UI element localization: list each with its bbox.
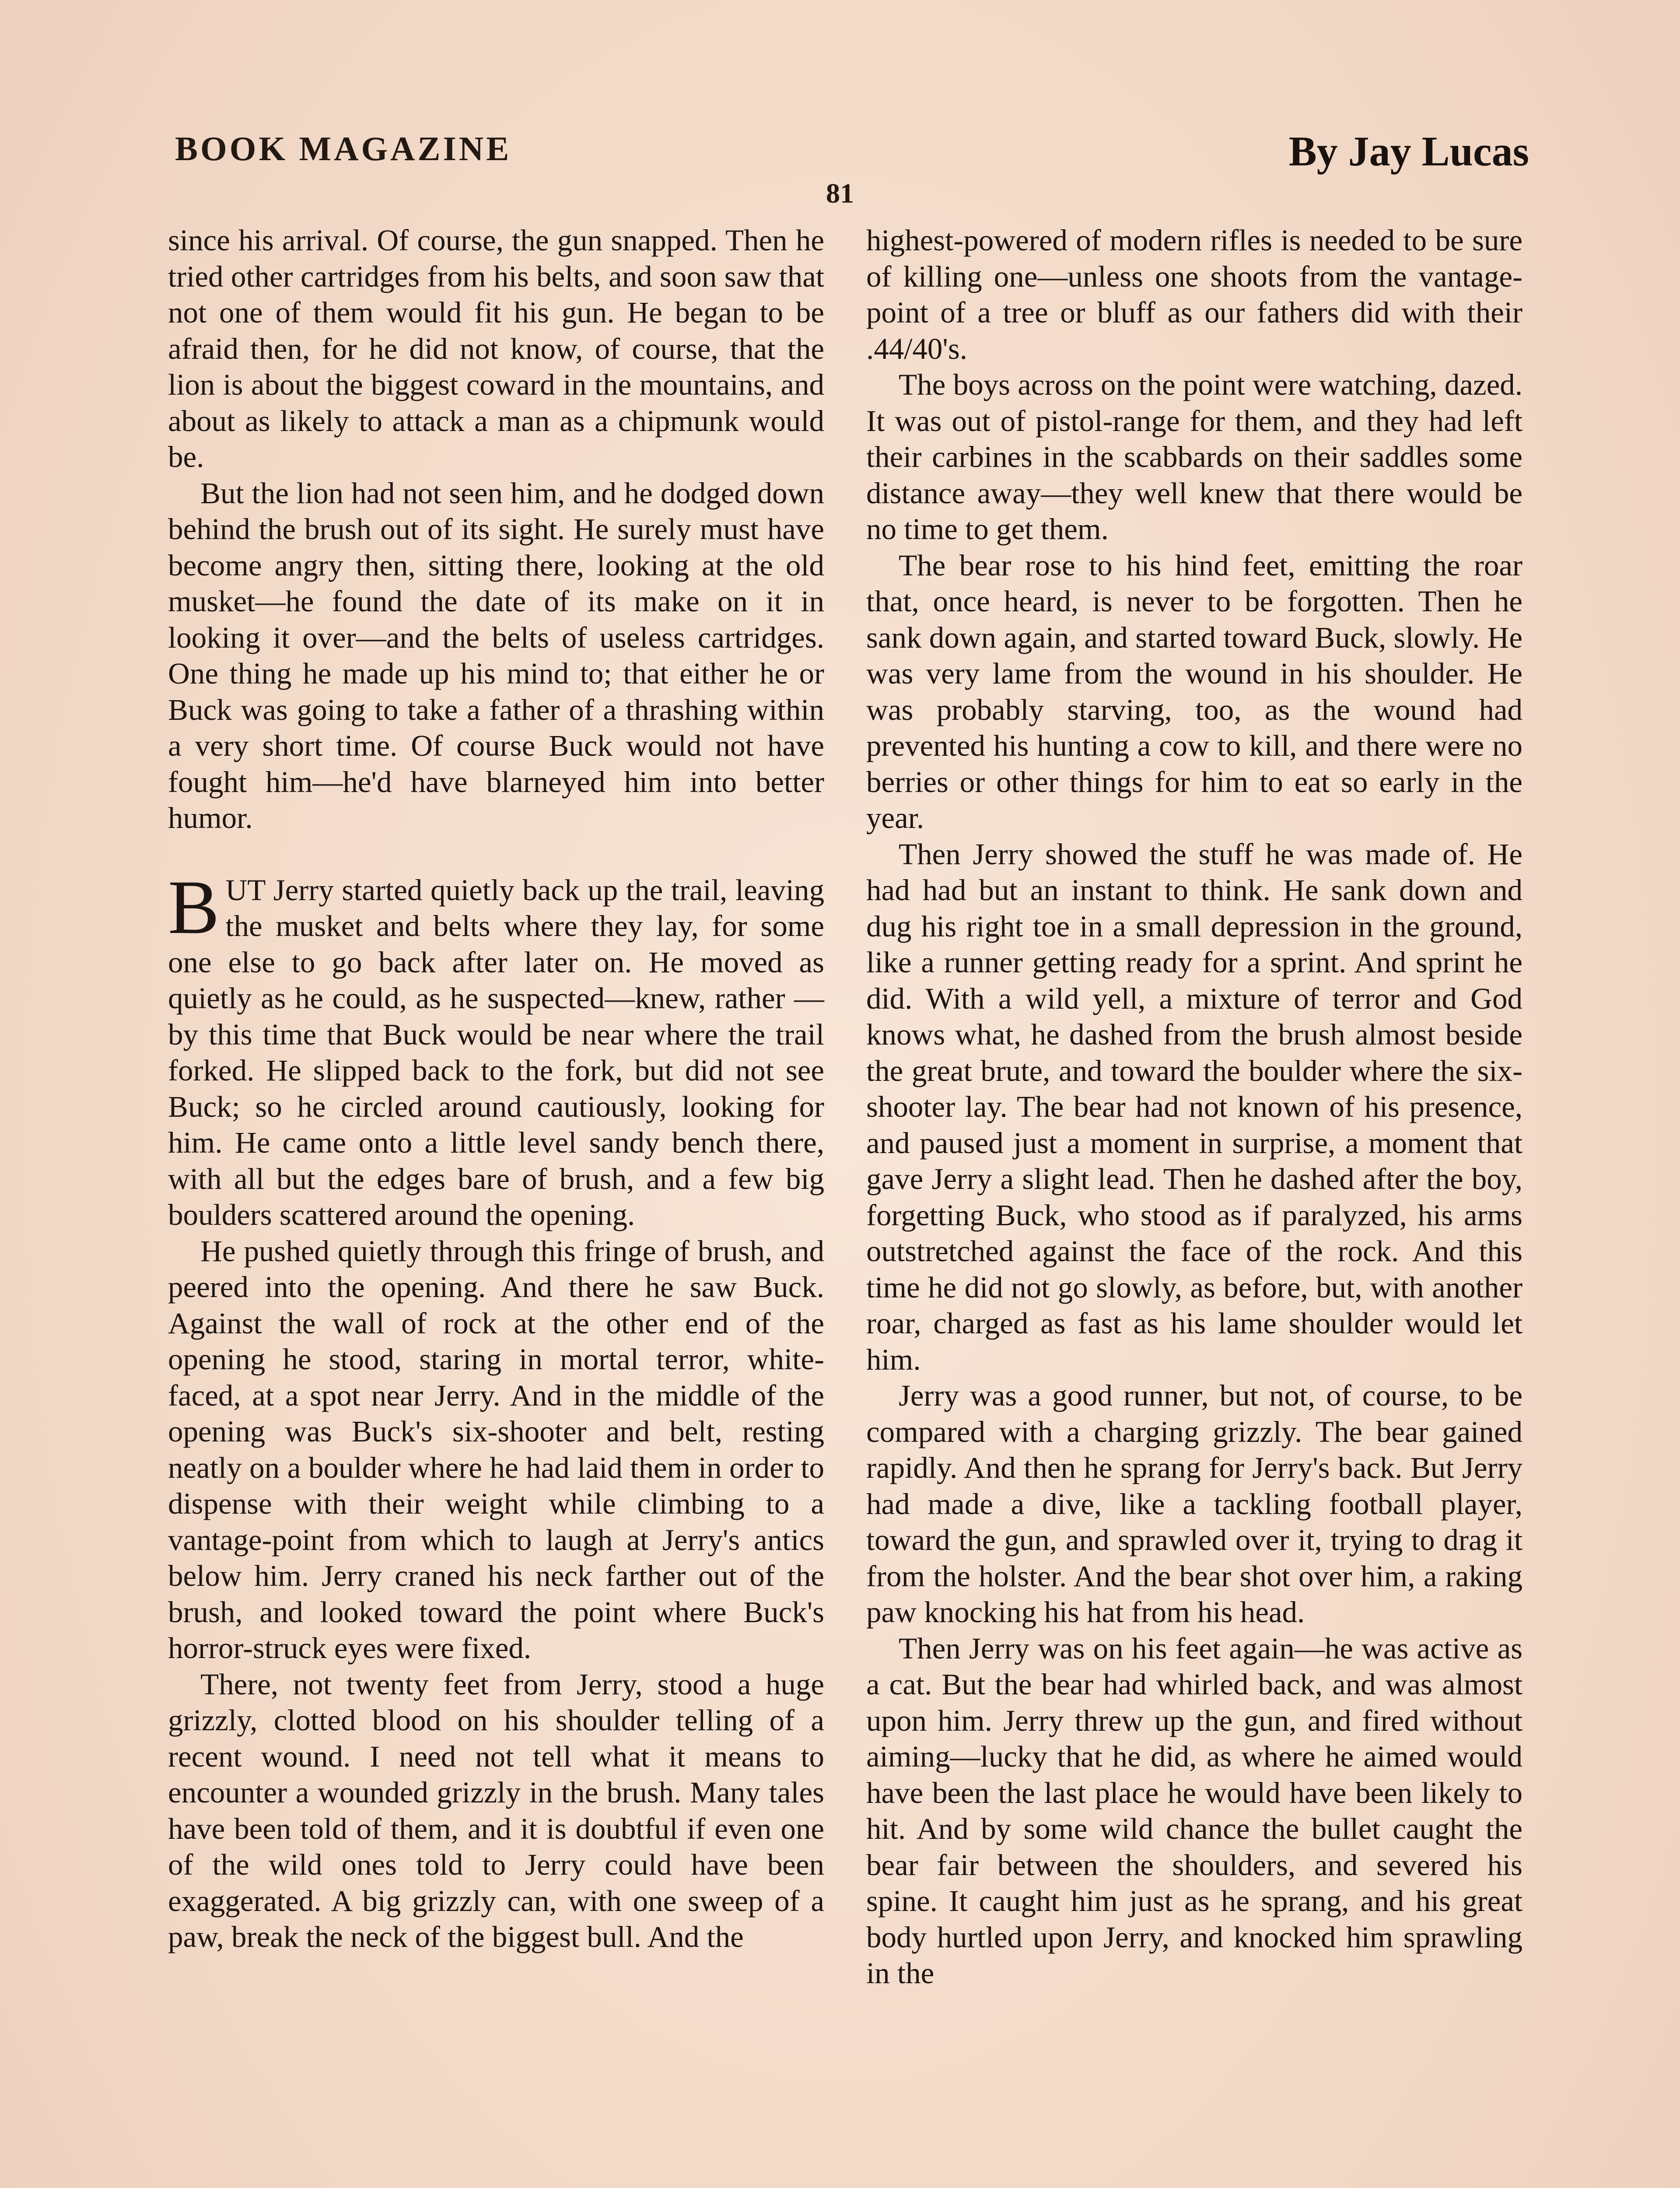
paragraph: highest-powered of modern rifles is needed to be sure of killing one—unless one shoots from the vantage-point of a tree or bluff as our fathers did with their .44/40's.: [866, 224, 1522, 365]
left-text-column: [168, 222, 824, 1955]
paragraph: The boys across on the point were watching, dazed. It was out of pistol-range for them, and they had left their carbines in the scabbards on their saddles some distance away—they well knew that there would be no time to get them.: [866, 368, 1522, 546]
paragraph: There, not twenty feet from Jerry, stood a huge grizzly, clotted blood on his shoulder telling of a recent wound. I need not tell what it means to encounter a wounded grizzly in the brush. Many tales have been told of them, and it is doubtful if even one of the wild ones told to Jerry could have been exaggerated. A big grizzly can, with one sweep of a paw, break the neck of the biggest bull. And the: [168, 1667, 824, 1953]
paragraph: Then Jerry showed the stuff he was made of. He had had but an instant to think. He sank down and dug his right toe in a small depression in the ground, like a runner getting ready for a sprint. And sprint he did. With a wild yell, a mixture of terror and God knows what, he dashed from the brush almost beside the great brute, and toward the boulder where the six-shooter lay. The bear had not known of his presence, and paused just a moment in surprise, a moment that gave Jerry a slight lead. Then he dashed after the boy, forgetting Buck, who stood as if paralyzed, his arms outstretched against the face of the rock. And this time he did not go slowly, as before, but, with another roar, charged as fast as his lame shoulder would let him.: [866, 837, 1522, 1376]
right-text-column: [866, 222, 1522, 1992]
paragraph: But the lion had not seen him, and he dodged down behind the brush out of its sight. He surely must have become angry then, sitting there, looking at the old musket—he found the date of its make on it in looking it over—and the belts of useless cartridges. One thing he made up his mind to; that either he or Buck was going to take a father of a thrashing within a very short time. Of course Buck would not have fought him—he'd have blarneyed him into better humor.: [168, 476, 824, 835]
paragraph: since his arrival. Of course, the gun snapped. Then he tried other cartridges from his belts, and soon saw that not one of them would fit his gun. He began to be afraid then, for he did not know, of course, that the lion is about the biggest coward in the mountains, and about as likely to attack a man as a chipmunk would be.: [168, 224, 824, 473]
paragraph: Then Jerry was on his feet again—he was active as a cat. But the bear had whirled back, and was almost upon him. Jerry threw up the gun, and fired without aiming—lucky that he did, as where he aimed would have been the last place he would have been likely to hit. And by some wild chance the bullet caught the bear fair between the shoulders, and severed his spine. It caught him just as he sprang, and his great body hurtled upon Jerry, and knocked him sprawling in the: [866, 1631, 1522, 1990]
paragraph: He pushed quietly through this fringe of brush, and peered into the opening. And there he saw Buck. Against the wall of rock at the other end of the opening he stood, staring in mortal terror, white-faced, at a spot near Jerry. And in the middle of the opening was Buck's six-shooter and belt, resting neatly on a boulder where he had laid them in order to dispense with their weight while climbing to a vantage-point from which to laugh at Jerry's antics below him. Jerry craned his neck farther out of the brush, and looked toward the point where Buck's horror-struck eyes were fixed.: [168, 1234, 824, 1665]
paragraph: Jerry was a good runner, but not, of course, to be compared with a charging grizzly. The bear gained rapidly. And then he sprang for Jerry's back. But Jerry had made a dive, like a tackling football player, toward the gun, and sprawled over it, trying to drag it from the holster. And the bear shot over him, a raking paw knocking his hat from his head.: [866, 1379, 1522, 1629]
section-start-paragraph: [168, 864, 824, 1233]
magazine-title: BOOK MAGAZINE: [175, 130, 512, 168]
paragraph: The bear rose to his hind feet, emitting the roar that, once heard, is never to be forgotten. Then he sank down again, and started toward Buck, slowly. He was very lame from the wound in his shoulder. He was probably starving, too, as the wound had prevented his hunting a cow to kill, and there were no berries or other things for him to eat so early in the year.: [866, 548, 1522, 835]
author-byline: By Jay Lucas: [1288, 128, 1529, 175]
drop-cap: B: [168, 864, 220, 950]
paragraph-text: UT Jerry started quietly back up the trail, leaving the musket and belts where they lay, for some one else to go back after later on. He moved as quietly as he could, as he suspected—knew, rather —by this time that Buck would be near where the trail forked. He slipped back to the fork, but did not see Buck; so he circled around cautiously, looking for him. He came onto a little level sandy bench there, with all but the edges bare of brush, and a few big boulders scattered around the opening.: [168, 873, 824, 1231]
page-number: 81: [826, 178, 854, 209]
